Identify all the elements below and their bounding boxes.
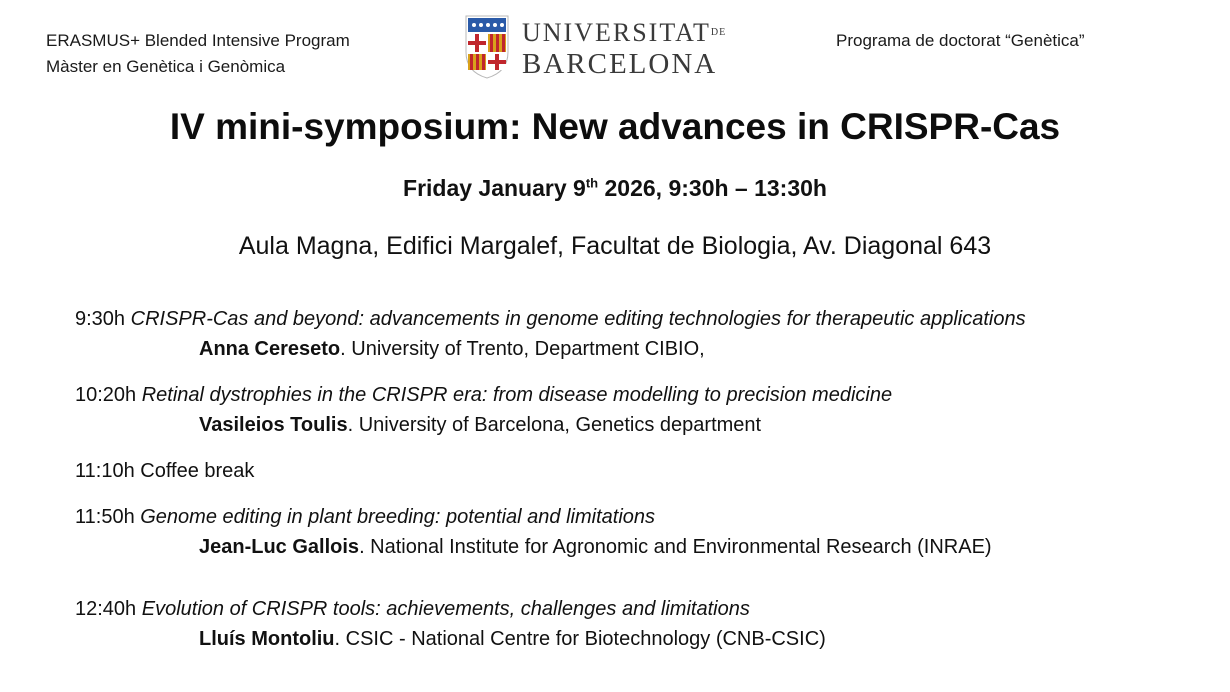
talk-title: Retinal dystrophies in the CRISPR era: from disease modelling to precision medicine [141, 384, 893, 406]
date-main: Friday January 9 [403, 175, 586, 201]
speaker-affiliation: . University of Trento, Department CIBIO, [340, 338, 705, 360]
talk-time: 12:40h [75, 598, 137, 620]
event-venue: Aula Magna, Edifici Margalef, Facultat de Biologia, Av. Diagonal 643 [238, 232, 992, 260]
program-list [75, 308, 1215, 660]
speaker-affiliation: . National Institute for Agronomic and Environmental Research (INRAE) [359, 536, 992, 558]
speaker-name: Lluís Montoliu [199, 628, 335, 650]
date-ordinal: th [585, 175, 599, 191]
talk-time: 9:30h [75, 308, 126, 330]
speaker-affiliation: . CSIC - National Centre for Biotechnology (CNB-CSIC) [334, 628, 826, 650]
header-left-line2: Màster en Genètica i Genòmica [46, 57, 286, 76]
program-item [75, 598, 1215, 660]
university-logo [462, 12, 732, 82]
speaker-name: Jean-Luc Gallois [199, 536, 360, 558]
header-left-line1: ERASMUS+ Blended Intensive Program [46, 31, 350, 50]
speaker-affiliation: . University of Barcelona, Genetics department [347, 414, 762, 436]
logo-text-bottom: BARCELONA [522, 48, 718, 80]
program-item [75, 308, 1215, 384]
program-item [75, 460, 1215, 506]
date-time: 2026, 9:30h – 13:30h [598, 175, 827, 201]
talk-title: Genome editing in plant breeding: potential and limitations [140, 506, 656, 528]
logo-text-de: DE [710, 27, 727, 38]
talk-title: Evolution of CRISPR tools: achievements, challenges and limitations [141, 598, 750, 620]
program-item [75, 384, 1215, 460]
event-date [0, 175, 1230, 202]
page-title: IV mini-symposium: New advances in CRISPR-Cas [169, 106, 1061, 147]
break-time: 11:10h [75, 460, 135, 482]
header-program-info [46, 28, 350, 80]
talk-time: 10:20h [75, 384, 137, 406]
header-doctorate-program: Programa de doctorat “Genètica” [836, 31, 1085, 50]
talk-time: 11:50h [75, 506, 135, 528]
logo-text-top: UNIVERSITAT [522, 18, 711, 47]
speaker-name: Anna Cereseto [199, 338, 341, 360]
program-item [75, 506, 1215, 598]
break-label: Coffee break [140, 460, 255, 482]
talk-title: CRISPR-Cas and beyond: advancements in genome editing technologies for therapeutic applications [130, 308, 1026, 330]
university-crest-icon [462, 12, 512, 80]
speaker-name: Vasileios Toulis [199, 414, 348, 436]
